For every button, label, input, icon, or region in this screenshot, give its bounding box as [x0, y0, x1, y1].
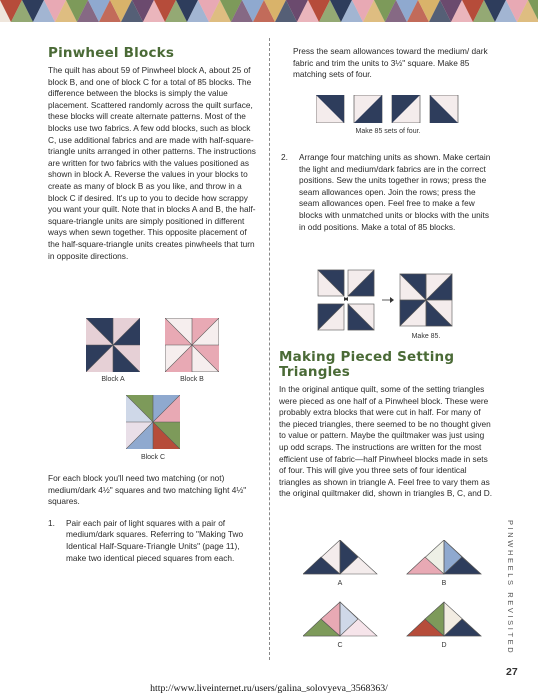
triangle-d-label: D — [441, 642, 447, 649]
step-2-number: 2. — [281, 152, 288, 162]
step-list-right — [281, 152, 493, 233]
quilt-border-pattern — [0, 0, 538, 22]
left-lower-text — [48, 473, 260, 564]
setting-triangles-diagram — [303, 540, 487, 654]
right-step-2 — [281, 152, 493, 233]
block-c-caption: Block C — [140, 454, 166, 461]
block-c-diagram — [126, 395, 180, 449]
step-2-text: Arrange four matching units as shown. Make certain the light and medium/dark fabrics are in the correct positions. Sew the units together in rows; press the seam allowances open. Join the rows; press the seam allowances open. Feel free to make a few blocks with unmatched units or blocks with the units in odd positions. Make a total of 85 blocks. — [299, 152, 491, 232]
step-2 — [281, 152, 493, 233]
triangle-b-label: B — [441, 580, 447, 587]
block-a-caption: Block A — [101, 376, 125, 383]
block-b-caption: Block B — [180, 376, 204, 383]
setting-triangles-paragraph: In the original antique quilt, some of the setting triangles were pieced as one half of a Pinwheel block. These were probably extra blocks that were cut in half. For many of the pieced triangles, there seemed to be no thought given to value or pattern. Maybe the quiltmaker was just using up odd scraps. The instructions are written for the most efficient use of fabric—half Pinwheel blocks made in sets of four. This will give you three sets of four identical triangles as shown in triangle A. Feel free to vary them as the original quiltmaker did, shown in triangles B, C, and D. — [279, 384, 493, 499]
materials-paragraph: For each block you'll need two matching (or not) medium/dark 4½" squares and two matching light 4½" squares. — [48, 473, 247, 507]
block-b-diagram — [165, 318, 219, 372]
block-a-diagram — [86, 318, 140, 372]
sidebar-text: PINWHEELS REVISITED — [506, 520, 515, 656]
triangle-c-label: C — [337, 642, 343, 649]
make-85-caption: Make 85. — [411, 333, 441, 340]
watermark-url: http://www.liveinternet.ru/users/galina_solovyeva_3568363/ — [150, 683, 388, 694]
step-1-text: Pair each pair of light squares with a pair of medium/dark squares. Referring to "Making Two Identical Half-Square-Triangle Units" (page 11), make two identical pieced squares from each. — [66, 517, 244, 563]
step-1-number: 1. — [48, 517, 55, 528]
quilt-border-strip — [0, 0, 538, 22]
triangle-a-label: A — [337, 580, 343, 587]
section-heading-pinwheel-blocks: Pinwheel Blocks — [48, 45, 175, 61]
intro-paragraph: The quilt has about 59 of Pinwheel block A, about 25 of block B, and one of block C for a total of 85 blocks. The difference between the blocks is simply the value placement. Scattered randomly across the quilt surface, these blocks will create alternate patterns. Most of the blocks use two fabrics. A few odd blocks, such as block C, use additional fabrics and are made with half-square-triangle units arranged in other patterns. The instructions are written for two fabrics with the values positioned as shown in block A. Reverse the values in your blocks to create as many of block B as you like, and throw in a block C if desired. It's up to you to decide how scrappy you want your quilt. Note that in blocks A and B, the half-square-triangle units are simply positioned in different ways when sewn together. This opposite placement of the half-square-triangle units creates pinwheels that turn in opposite directions. — [48, 65, 256, 261]
step-list-left — [48, 518, 260, 564]
page-number: 27 — [506, 666, 518, 678]
step-1 — [48, 518, 260, 564]
left-column — [48, 46, 260, 262]
assembly-diagram — [316, 268, 456, 332]
right-top-text — [281, 46, 493, 81]
make-85-sets-caption: Make 85 sets of four. — [355, 128, 421, 135]
right-lower-text — [279, 350, 493, 500]
section-heading-setting-triangles: Making Pieced Setting Triangles — [279, 349, 455, 380]
sidebar-book-title — [505, 520, 519, 660]
column-divider — [269, 38, 270, 660]
continued-step-text: Press the seam allowances toward the medium/ dark fabric and trim the units to 3½" square. Make 85 matching sets of four. — [293, 46, 488, 80]
hst-units-diagram — [316, 95, 460, 123]
